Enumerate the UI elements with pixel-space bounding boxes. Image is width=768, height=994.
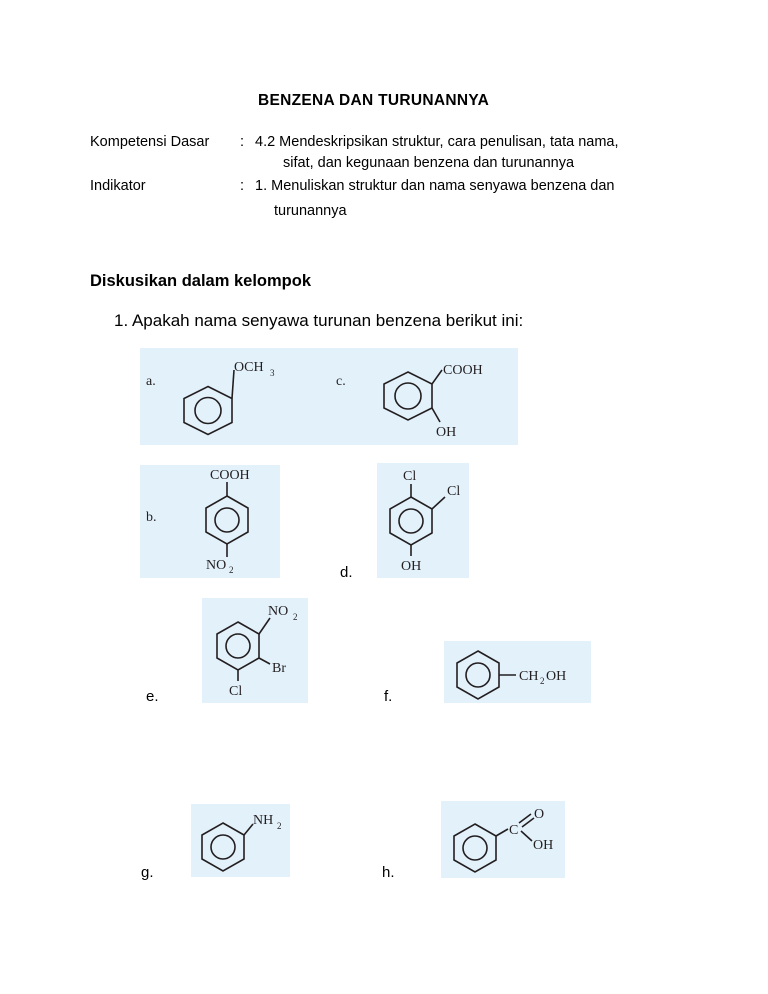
substituent-h-o: O <box>534 807 545 822</box>
substituent-a-och: OCH <box>234 360 264 375</box>
label-e: e. <box>146 688 159 705</box>
benzene-ring-h <box>454 824 496 872</box>
question-text: 1. Apakah nama senyawa turunan benzena berikut ini: <box>114 311 524 330</box>
benzene-ring-e <box>217 622 259 670</box>
label-c: c. <box>336 374 346 389</box>
structure-b <box>140 465 280 578</box>
substituent-f-ch: CH <box>519 669 539 684</box>
substituent-e-no: NO <box>268 604 289 619</box>
label-h: h. <box>382 864 395 881</box>
substituent-g-nh-index: 2 <box>277 821 282 831</box>
benzene-ring-g <box>202 823 244 871</box>
substituent-h-c: C <box>509 823 519 838</box>
bond-g <box>244 824 253 835</box>
structure-g <box>191 804 290 877</box>
kompetensi-label: Kompetensi Dasar <box>90 134 210 150</box>
structure-panel-e <box>202 598 308 703</box>
indikator-label: Indikator <box>90 178 146 194</box>
benzene-ring-a <box>184 387 232 435</box>
substituent-g-nh: NH <box>253 813 274 828</box>
substituent-h-oh: OH <box>533 838 554 853</box>
label-f: f. <box>384 688 393 705</box>
structure-panel-b <box>140 465 280 578</box>
structure-e <box>202 598 308 703</box>
bond-c-oh <box>432 408 440 422</box>
substituent-c-cooh: COOH <box>443 363 483 378</box>
substituent-e-no-index: 2 <box>293 612 298 622</box>
section-heading: Diskusikan dalam kelompok <box>90 272 312 290</box>
structure-panel-g <box>191 804 290 877</box>
bond-c-cooh <box>432 370 442 384</box>
substituent-a-och-index: 3 <box>270 368 275 378</box>
page-title: BENZENA DAN TURUNANNYA <box>258 92 490 109</box>
structure-f <box>444 641 591 703</box>
substituent-e-br: Br <box>272 661 286 676</box>
structure-panel-h <box>441 801 565 878</box>
substituent-f-oh: OH <box>546 669 567 684</box>
label-d: d. <box>340 564 353 581</box>
substituent-d-oh: OH <box>401 559 422 574</box>
structure-panel-d <box>377 463 469 578</box>
indikator-text-line2: turunannya <box>274 203 347 219</box>
structure-d <box>377 463 469 578</box>
substituent-e-cl: Cl <box>229 684 243 699</box>
substituent-d-cl-right: Cl <box>447 484 461 499</box>
bond-h-ring <box>496 829 508 836</box>
bond-e-br <box>259 658 270 664</box>
substituent-b-no-index: 2 <box>229 565 234 575</box>
bond-d-right <box>432 497 445 509</box>
benzene-ring-d <box>390 497 432 545</box>
label-g: g. <box>141 864 154 881</box>
substituent-d-cl-top: Cl <box>403 469 417 484</box>
structure-panel-f <box>444 641 591 703</box>
bond-e-no <box>259 618 270 634</box>
benzene-ring-b <box>206 496 248 544</box>
substituent-c-oh: OH <box>436 425 457 440</box>
structures-a-c <box>140 348 518 445</box>
bond-h-oh <box>521 831 532 841</box>
kompetensi-separator: : <box>240 134 245 150</box>
substituent-b-no: NO <box>206 558 227 573</box>
structure-h <box>441 801 565 878</box>
label-a: a. <box>146 374 156 389</box>
indikator-separator: : <box>240 178 245 194</box>
kompetensi-text-line2: sifat, dan kegunaan benzena dan turunannya <box>283 155 575 171</box>
benzene-ring-c <box>384 372 432 420</box>
kompetensi-text-line1: 4.2 Mendeskripsikan struktur, cara penulisan, tata nama, <box>255 134 619 150</box>
benzene-ring-f <box>457 651 499 699</box>
indikator-text-line1: 1. Menuliskan struktur dan nama senyawa benzena dan <box>255 178 615 194</box>
substituent-f-ch-index: 2 <box>540 676 545 686</box>
substituent-b-cooh: COOH <box>210 468 250 483</box>
structure-panel-a-c <box>140 348 518 445</box>
label-b: b. <box>146 510 157 525</box>
